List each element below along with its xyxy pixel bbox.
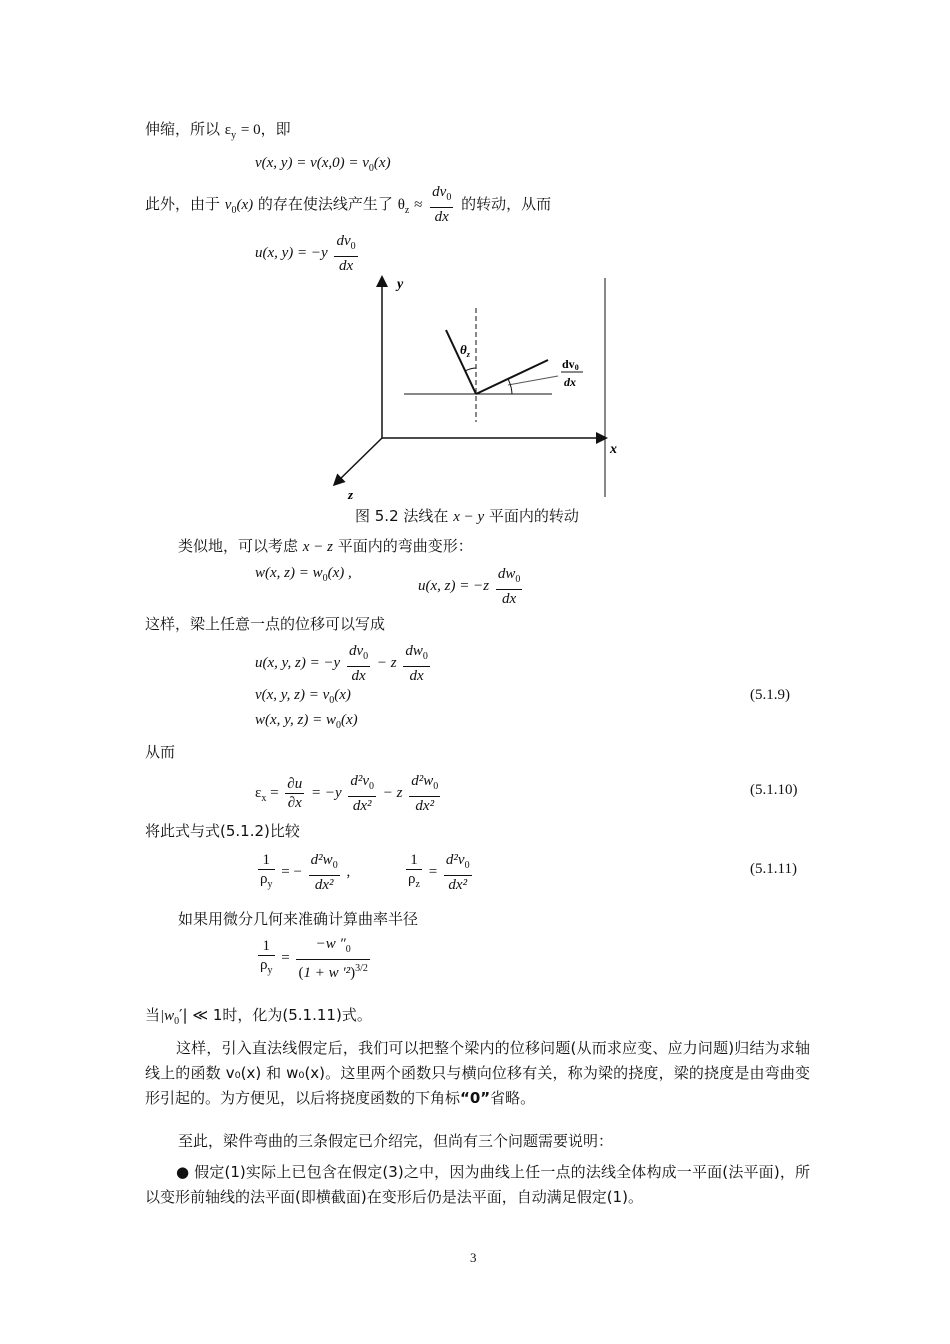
- fraction-denominator: dx²: [352, 798, 372, 814]
- theta-label: [460, 342, 471, 359]
- fraction-numerator: [296, 935, 369, 960]
- equation-v-xyz-subscript: 0: [329, 695, 335, 706]
- equation-u-xyz-minus-z: − z: [376, 654, 397, 671]
- numerator-subscript: 0: [515, 574, 521, 585]
- numerator-subscript: 0: [464, 860, 470, 871]
- text-when: [145, 1004, 372, 1027]
- equation-v-xy-tail: (x): [373, 155, 391, 171]
- theta-symbol: θ: [397, 197, 405, 213]
- fraction-dw0-dx: [496, 565, 523, 608]
- fraction-dv0-dx-3: [347, 642, 370, 685]
- rho-symbol: ρ: [408, 871, 416, 887]
- denominator-text: 1 + w ′²: [303, 965, 351, 981]
- fraction-d2w0-dx2-b: [309, 851, 340, 894]
- numerator-text: dv: [336, 233, 351, 249]
- paragraph-1-end: 省略。: [490, 1089, 536, 1107]
- equation-w-xz-subscript: 0: [322, 573, 328, 584]
- paragraph-1-text: 这样，引入直法线假定后，我们可以把整个梁内的位移问题(从而求应变、应力问题)归结为求轴线上的函数 v₀(x) 和 w₀(x)。这里两个函数只与横向位移有关，称为梁的挠度，梁的挠度是由弯曲变形引起的。为方便见，以后将挠度函数的下角标: [145, 1039, 810, 1107]
- z-axis: [335, 438, 382, 484]
- curvature-comma: ,: [346, 863, 351, 880]
- paragraph-bullet-1: ● 假定(1)实际上已包含在假定(3)之中，因为曲线上任一点的法线全体构成一平面(法平面)，所以变形前轴线的法平面(即横截面)在变形后仍是法平面，自动满足假定(1)。: [145, 1163, 810, 1206]
- fraction-one-over-rho-y: [258, 851, 275, 894]
- leader-line: [508, 376, 558, 385]
- numerator-subscript: 0: [345, 944, 351, 955]
- numerator-subscript: 0: [363, 651, 369, 662]
- figure-normal-rotation: [330, 272, 630, 507]
- page-number: 3: [470, 1250, 477, 1265]
- fraction-numerator: [496, 565, 523, 590]
- equation-number-5-1-10: (5.1.10): [750, 782, 798, 798]
- fraction-numerator: [430, 183, 453, 208]
- fraction-denominator: [406, 870, 422, 894]
- dv0-label-denominator: dx: [564, 375, 576, 389]
- rho-subscript: y: [267, 965, 273, 976]
- equation-curvature-z: [403, 851, 475, 894]
- numerator-text: dv: [348, 643, 364, 659]
- fraction-dw0-dx-2: [403, 642, 430, 685]
- equation-w-xyz-tail: (x): [340, 712, 358, 728]
- text-line-1: [145, 118, 291, 141]
- equation-w-xyz-subscript: 0: [335, 720, 341, 731]
- text-line-2: [145, 183, 551, 226]
- theta-subscript: z: [404, 205, 410, 216]
- strain-epsilon: ε: [255, 784, 262, 801]
- numerator-text: d²w: [310, 852, 333, 868]
- fraction-d2v0-dx2-b: [444, 851, 472, 894]
- equation-exact-curvature: $\frac{1}{\rho_y}$ = $\frac{-w ''_0}{(1 + w '^2)^{3/2}}$: [260, 936, 368, 981]
- equation-v-xy: [255, 155, 391, 174]
- equation-v-xyz: [255, 687, 351, 706]
- fraction-exact-curvature: [296, 935, 369, 982]
- text-similar-end: 平面内的弯曲变形：: [337, 537, 473, 555]
- strain-middle: = −y: [310, 784, 342, 801]
- theta-arc: [465, 368, 476, 371]
- fraction-one-over-rho-y-2: [258, 937, 275, 980]
- epsilon-symbol: ε: [224, 122, 232, 138]
- fraction-denominator: dx: [409, 668, 424, 684]
- when-w-symbol: |w: [160, 1008, 175, 1024]
- fraction-numerator: [334, 232, 357, 257]
- approx-symbol: ≈: [414, 197, 423, 213]
- text-line-2-end: 的转动，从而: [461, 195, 552, 213]
- rotated-normal-line: [446, 330, 476, 394]
- fraction-numerator: [347, 642, 370, 667]
- equation-v-xyz-tail: (x): [334, 687, 351, 703]
- fraction-numerator: [403, 642, 430, 667]
- rotated-axis-line: [476, 360, 548, 394]
- fraction-denominator: dx²: [314, 877, 334, 893]
- dv0-label-numerator: [562, 357, 579, 372]
- fraction-du-dx: [285, 775, 304, 812]
- strain-subscript: x: [261, 792, 267, 804]
- fraction-one-over-rho-z: [406, 851, 422, 894]
- numerator-subscript: 0: [433, 781, 439, 792]
- dv0-numerator-text: dv: [562, 357, 575, 371]
- fraction-denominator: dx²: [415, 798, 435, 814]
- fraction-numerator: [309, 851, 340, 876]
- v0-argument: (x): [236, 197, 254, 213]
- equation-u-xz: [418, 565, 525, 608]
- equation-w-xz: [255, 565, 352, 584]
- z-axis-label: z: [348, 487, 354, 502]
- theta-label-text: θ: [460, 342, 467, 357]
- equation-number-5-1-11: (5.1.11): [750, 861, 797, 877]
- denominator-power: 3/2: [355, 963, 368, 974]
- equation-w-xz-tail: (x) ,: [327, 565, 352, 581]
- text-compare: 将此式与式(5.1.2)比较: [145, 822, 300, 840]
- fraction-numerator: 1: [258, 937, 275, 956]
- text-therefore: 从而: [145, 743, 176, 761]
- figure-caption-start: 图 5.2 法线在: [355, 507, 449, 525]
- equation-strain-x: $\varepsilon_x$ = $\frac{\partial u}{\partial x}$ = −y $\frac{d^2v_0}{\text{dx²}}$ − z $\frac{d^2w_0}{\text{dx²}}$: [255, 773, 439, 814]
- figure-caption: [355, 505, 579, 526]
- numerator-text: −w ″: [315, 936, 346, 952]
- fraction-dv0-dx-2: [334, 232, 357, 275]
- v0-symbol: v: [224, 197, 232, 213]
- equation-u-xyz: [255, 642, 433, 685]
- text-line-1-end: = 0，即: [240, 122, 291, 138]
- fraction-denominator: [258, 870, 275, 894]
- rho-subscript: z: [415, 879, 420, 890]
- numerator-text: dv: [432, 184, 447, 200]
- numerator-subscript: 0: [332, 860, 338, 871]
- rho-subscript: y: [267, 879, 273, 890]
- equation-w-xz-body: w(x, z) = w: [255, 565, 323, 581]
- text-when-end: ′| ≪ 1时，化为(5.1.11)式。: [179, 1006, 372, 1024]
- x-axis-label: x: [610, 442, 617, 457]
- equation-v-xyz-body: v(x, y, z) = v: [255, 687, 330, 703]
- text-thus: 这样，梁上任意一点的位移可以写成: [145, 615, 386, 633]
- numerator-text: d²v: [445, 852, 465, 868]
- text-similar-start: 类似地，可以考虑: [178, 537, 299, 555]
- equation-number-5-1-9: (5.1.9): [750, 687, 790, 703]
- paragraph-straight-normal: [145, 1036, 810, 1111]
- dv0-numerator-subscript: 0: [574, 363, 579, 372]
- fraction-d2v0-dx2: [348, 772, 376, 815]
- fraction-denominator: ∂x: [287, 795, 302, 811]
- text-line-2-start: 此外，由于: [145, 195, 221, 213]
- equation-v-xy-subscript: 0: [368, 163, 374, 174]
- fraction-dv0-dx: [430, 183, 453, 226]
- equation-u-xy-lhs: u(x, y) = −y: [255, 244, 328, 261]
- theta-label-subscript: z: [466, 350, 470, 359]
- equation-u-xy: [255, 232, 361, 275]
- v0-subscript: 0: [231, 205, 237, 216]
- fraction-numerator: ∂u: [287, 776, 303, 792]
- fraction-numerator: [348, 772, 376, 797]
- fraction-denominator: dx: [338, 258, 354, 274]
- epsilon-subscript: y: [231, 130, 237, 141]
- fraction-numerator: 1: [258, 851, 275, 870]
- numerator-text: d²v: [350, 773, 370, 789]
- equation-curvature-y: [255, 851, 350, 894]
- rho-symbol: ρ: [260, 957, 268, 973]
- numerator-text: d²w: [411, 773, 434, 789]
- fraction-denominator: dx²: [448, 877, 468, 893]
- fraction-numerator: 1: [406, 851, 422, 870]
- text-geometry: 如果用微分几何来准确计算曲率半径: [178, 910, 419, 928]
- fraction-numerator: [444, 851, 472, 876]
- equation-w-xyz: [255, 712, 358, 731]
- numerator-subscript: 0: [369, 781, 375, 792]
- fraction-numerator: [409, 772, 440, 797]
- numerator-subscript: 0: [350, 241, 356, 252]
- text-similar-math: x − z: [302, 539, 333, 555]
- text-line-2-middle: 的存在使法线产生了: [257, 195, 393, 213]
- equation-v-xy-body: v(x, y) = v(x,0) = v: [255, 155, 369, 171]
- equation-u-xyz-lhs: u(x, y, z) = −y: [255, 654, 341, 671]
- paragraph-1-bold: “0”: [460, 1089, 491, 1107]
- numerator-subscript: 0: [446, 192, 452, 203]
- text-line-1-start: 伸缩，所以: [145, 120, 221, 138]
- rotation-arc: [508, 379, 512, 394]
- equation-w-xyz-body: w(x, y, z) = w: [255, 712, 336, 728]
- figure-caption-end: 平面内的转动: [488, 507, 579, 525]
- curvature-y-equals: = −: [281, 863, 302, 880]
- numerator-text: dw: [405, 643, 423, 659]
- numerator-subscript: 0: [422, 651, 428, 662]
- y-axis-label: y: [397, 277, 404, 292]
- paragraph-three-assumptions: 至此，梁件弯曲的三条假定已介绍完，但尚有三个问题需要说明：: [178, 1132, 614, 1150]
- equation-u-xz-lhs: u(x, z) = −z: [418, 577, 490, 594]
- when-w-subscript: 0: [174, 1016, 180, 1027]
- fraction-d2w0-dx2: [409, 772, 440, 815]
- fraction-denominator: [258, 956, 275, 980]
- fraction-denominator: dx: [434, 209, 449, 225]
- strain-minus-z: − z: [382, 784, 403, 801]
- fraction-denominator: (1 + w ′²)$^{3/2}$: [298, 963, 368, 981]
- numerator-text: dw: [497, 566, 516, 582]
- curvature-z-equals: =: [428, 863, 438, 880]
- fraction-denominator: dx: [502, 591, 517, 607]
- fraction-denominator: dx: [351, 668, 366, 684]
- rho-symbol: ρ: [260, 871, 268, 887]
- text-similar: [178, 535, 473, 556]
- text-when-start: 当: [145, 1006, 161, 1024]
- figure-caption-math: x − y: [453, 509, 485, 525]
